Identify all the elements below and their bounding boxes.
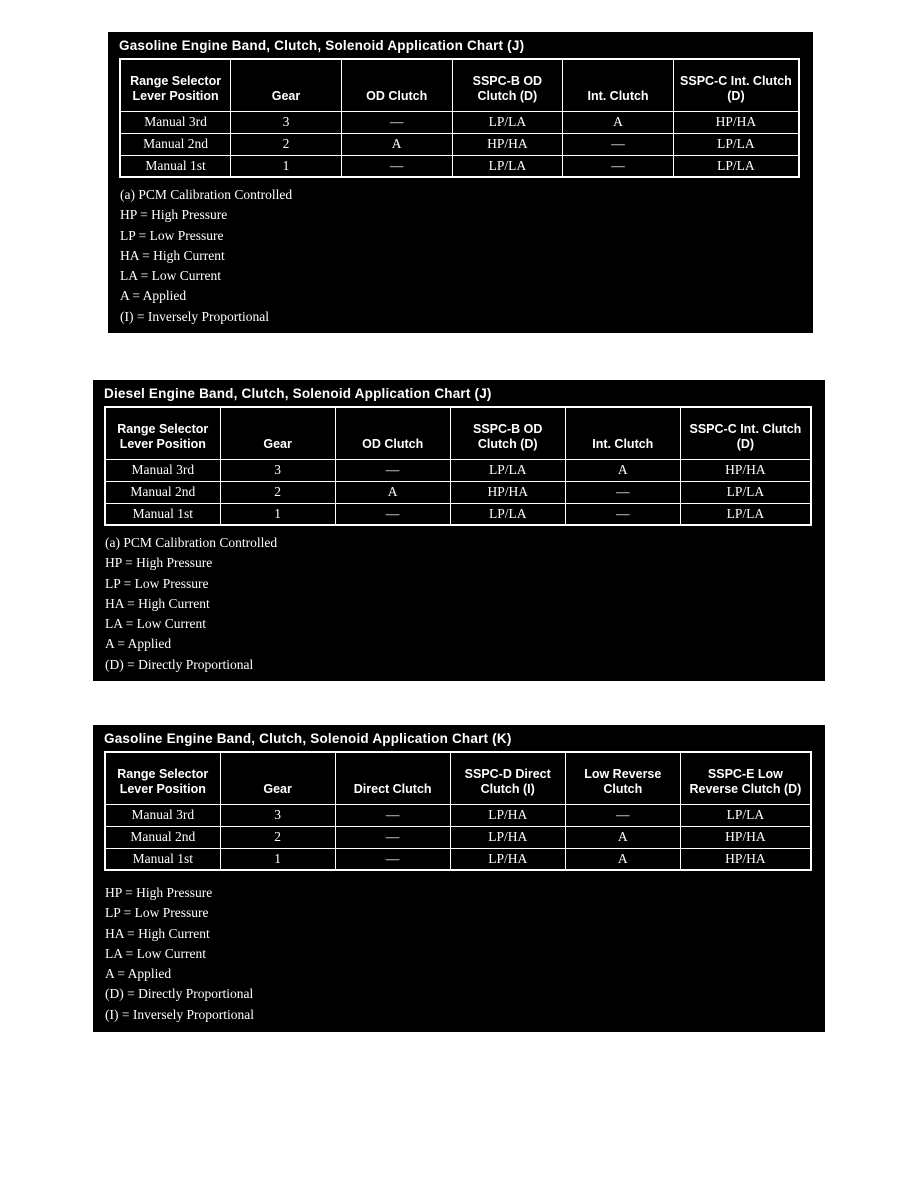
table-cell: LP/LA xyxy=(450,503,565,525)
header-cell: Gear xyxy=(220,407,335,459)
application-chart-table xyxy=(104,406,812,526)
legend-line: LA = Low Current xyxy=(105,945,206,961)
table-cell: Manual 1st xyxy=(105,848,220,870)
table-row xyxy=(105,481,811,503)
table-cell: — xyxy=(341,155,452,177)
table-cell: — xyxy=(341,111,452,133)
table-cell: 1 xyxy=(220,848,335,870)
table-header-row xyxy=(105,752,811,804)
legend-block xyxy=(105,533,815,675)
table-cell: — xyxy=(565,503,680,525)
table-cell: — xyxy=(335,826,450,848)
header-cell: SSPC-D Direct Clutch (I) xyxy=(450,752,565,804)
legend-line: A = Applied xyxy=(105,636,172,652)
application-chart-table xyxy=(119,58,800,178)
header-cell: Range Selector Lever Position xyxy=(120,59,231,111)
table-cell: — xyxy=(565,804,680,826)
table-cell: LP/LA xyxy=(452,111,563,133)
legend-line: HA = High Current xyxy=(120,247,225,263)
legend-line: (D) = Directly Proportional xyxy=(105,986,254,1002)
table-cell: — xyxy=(335,503,450,525)
table-cell: Manual 1st xyxy=(120,155,231,177)
table-cell: HP/HA xyxy=(673,111,799,133)
table-cell: Manual 3rd xyxy=(105,804,220,826)
table-cell: A xyxy=(335,481,450,503)
gasoline-chart-k-panel xyxy=(93,725,825,1032)
table-cell: LP/HA xyxy=(450,848,565,870)
header-cell: SSPC-C Int. Clutch (D) xyxy=(673,59,799,111)
panel-title: Diesel Engine Band, Clutch, Solenoid Application Chart (J) xyxy=(104,386,492,401)
table-cell: HP/HA xyxy=(450,481,565,503)
table-cell: A xyxy=(565,848,680,870)
panel-title: Gasoline Engine Band, Clutch, Solenoid Application Chart (K) xyxy=(104,731,512,746)
table-cell: A xyxy=(563,111,674,133)
legend-line: HP = High Pressure xyxy=(105,555,213,571)
legend-line: HP = High Pressure xyxy=(105,885,213,900)
header-cell: OD Clutch xyxy=(335,407,450,459)
header-cell: Gear xyxy=(231,59,342,111)
table-cell: 1 xyxy=(231,155,342,177)
header-cell: SSPC-B OD Clutch (D) xyxy=(450,407,565,459)
table-cell: Manual 3rd xyxy=(120,111,231,133)
table-row xyxy=(120,133,799,155)
table-row xyxy=(105,503,811,525)
table-row xyxy=(105,459,811,481)
legend-line: (a) PCM Calibration Controlled xyxy=(105,535,278,550)
table-cell: — xyxy=(335,459,450,481)
table-header-row xyxy=(105,407,811,459)
legend-line: LP = Low Pressure xyxy=(105,905,209,921)
table-row xyxy=(120,111,799,133)
table-cell: — xyxy=(565,481,680,503)
table-cell: LP/LA xyxy=(452,155,563,177)
legend-line: HA = High Current xyxy=(105,595,210,611)
table-cell: A xyxy=(565,459,680,481)
table-cell: Manual 1st xyxy=(105,503,220,525)
table-cell: LP/LA xyxy=(673,155,799,177)
table-cell: LP/LA xyxy=(450,459,565,481)
table-cell: Manual 2nd xyxy=(105,826,220,848)
legend-line: A = Applied xyxy=(105,966,172,982)
header-cell: SSPC-B OD Clutch (D) xyxy=(452,59,563,111)
table-cell: 3 xyxy=(220,459,335,481)
table-cell: 1 xyxy=(220,503,335,525)
diesel-chart-j-panel xyxy=(93,380,825,681)
legend-line: LA = Low Current xyxy=(105,616,206,632)
table-cell: LP/HA xyxy=(450,804,565,826)
table-cell: 3 xyxy=(231,111,342,133)
legend-line: (D) = Directly Proportional xyxy=(105,656,254,672)
header-cell: SSPC-C Int. Clutch (D) xyxy=(680,407,811,459)
table-cell: LP/LA xyxy=(680,481,811,503)
legend-line: HA = High Current xyxy=(105,925,210,941)
legend-block xyxy=(105,883,815,1025)
legend-line: LA = Low Current xyxy=(120,268,221,284)
table-cell: HP/HA xyxy=(680,459,811,481)
table-row xyxy=(105,848,811,870)
table-cell: — xyxy=(563,133,674,155)
table-row xyxy=(105,804,811,826)
table-cell: HP/HA xyxy=(680,826,811,848)
table-cell: LP/LA xyxy=(680,503,811,525)
table-cell: HP/HA xyxy=(680,848,811,870)
table-row xyxy=(120,155,799,177)
gasoline-chart-j-panel xyxy=(108,32,813,333)
panel-title: Gasoline Engine Band, Clutch, Solenoid Application Chart (J) xyxy=(119,38,525,53)
table-cell: HP/HA xyxy=(452,133,563,155)
legend-line: HP = High Pressure xyxy=(120,207,228,223)
header-cell: Range Selector Lever Position xyxy=(105,407,220,459)
header-cell: SSPC-E Low Reverse Clutch (D) xyxy=(680,752,811,804)
table-cell: A xyxy=(341,133,452,155)
table-header-row xyxy=(120,59,799,111)
header-cell: OD Clutch xyxy=(341,59,452,111)
legend-block xyxy=(120,185,803,327)
table-cell: — xyxy=(335,848,450,870)
legend-line: LP = Low Pressure xyxy=(105,575,209,591)
header-cell: Range Selector Lever Position xyxy=(105,752,220,804)
legend-line: A = Applied xyxy=(120,288,187,304)
table-row xyxy=(105,826,811,848)
table-cell: Manual 2nd xyxy=(120,133,231,155)
table-cell: A xyxy=(565,826,680,848)
table-cell: — xyxy=(335,804,450,826)
table-cell: Manual 2nd xyxy=(105,481,220,503)
legend-line: (I) = Inversely Proportional xyxy=(105,1006,254,1022)
table-cell: LP/LA xyxy=(673,133,799,155)
header-cell: Gear xyxy=(220,752,335,804)
legend-line: (I) = Inversely Proportional xyxy=(120,308,269,324)
header-cell: Low Reverse Clutch xyxy=(565,752,680,804)
table-cell: 2 xyxy=(220,481,335,503)
table-cell: 2 xyxy=(231,133,342,155)
header-cell: Int. Clutch xyxy=(563,59,674,111)
header-cell: Int. Clutch xyxy=(565,407,680,459)
application-chart-table xyxy=(104,751,812,871)
legend-line: (a) PCM Calibration Controlled xyxy=(120,187,293,202)
table-cell: — xyxy=(563,155,674,177)
table-cell: Manual 3rd xyxy=(105,459,220,481)
legend-line: LP = Low Pressure xyxy=(120,227,224,243)
table-cell: 3 xyxy=(220,804,335,826)
header-cell: Direct Clutch xyxy=(335,752,450,804)
table-cell: 2 xyxy=(220,826,335,848)
table-cell: LP/HA xyxy=(450,826,565,848)
table-cell: LP/LA xyxy=(680,804,811,826)
